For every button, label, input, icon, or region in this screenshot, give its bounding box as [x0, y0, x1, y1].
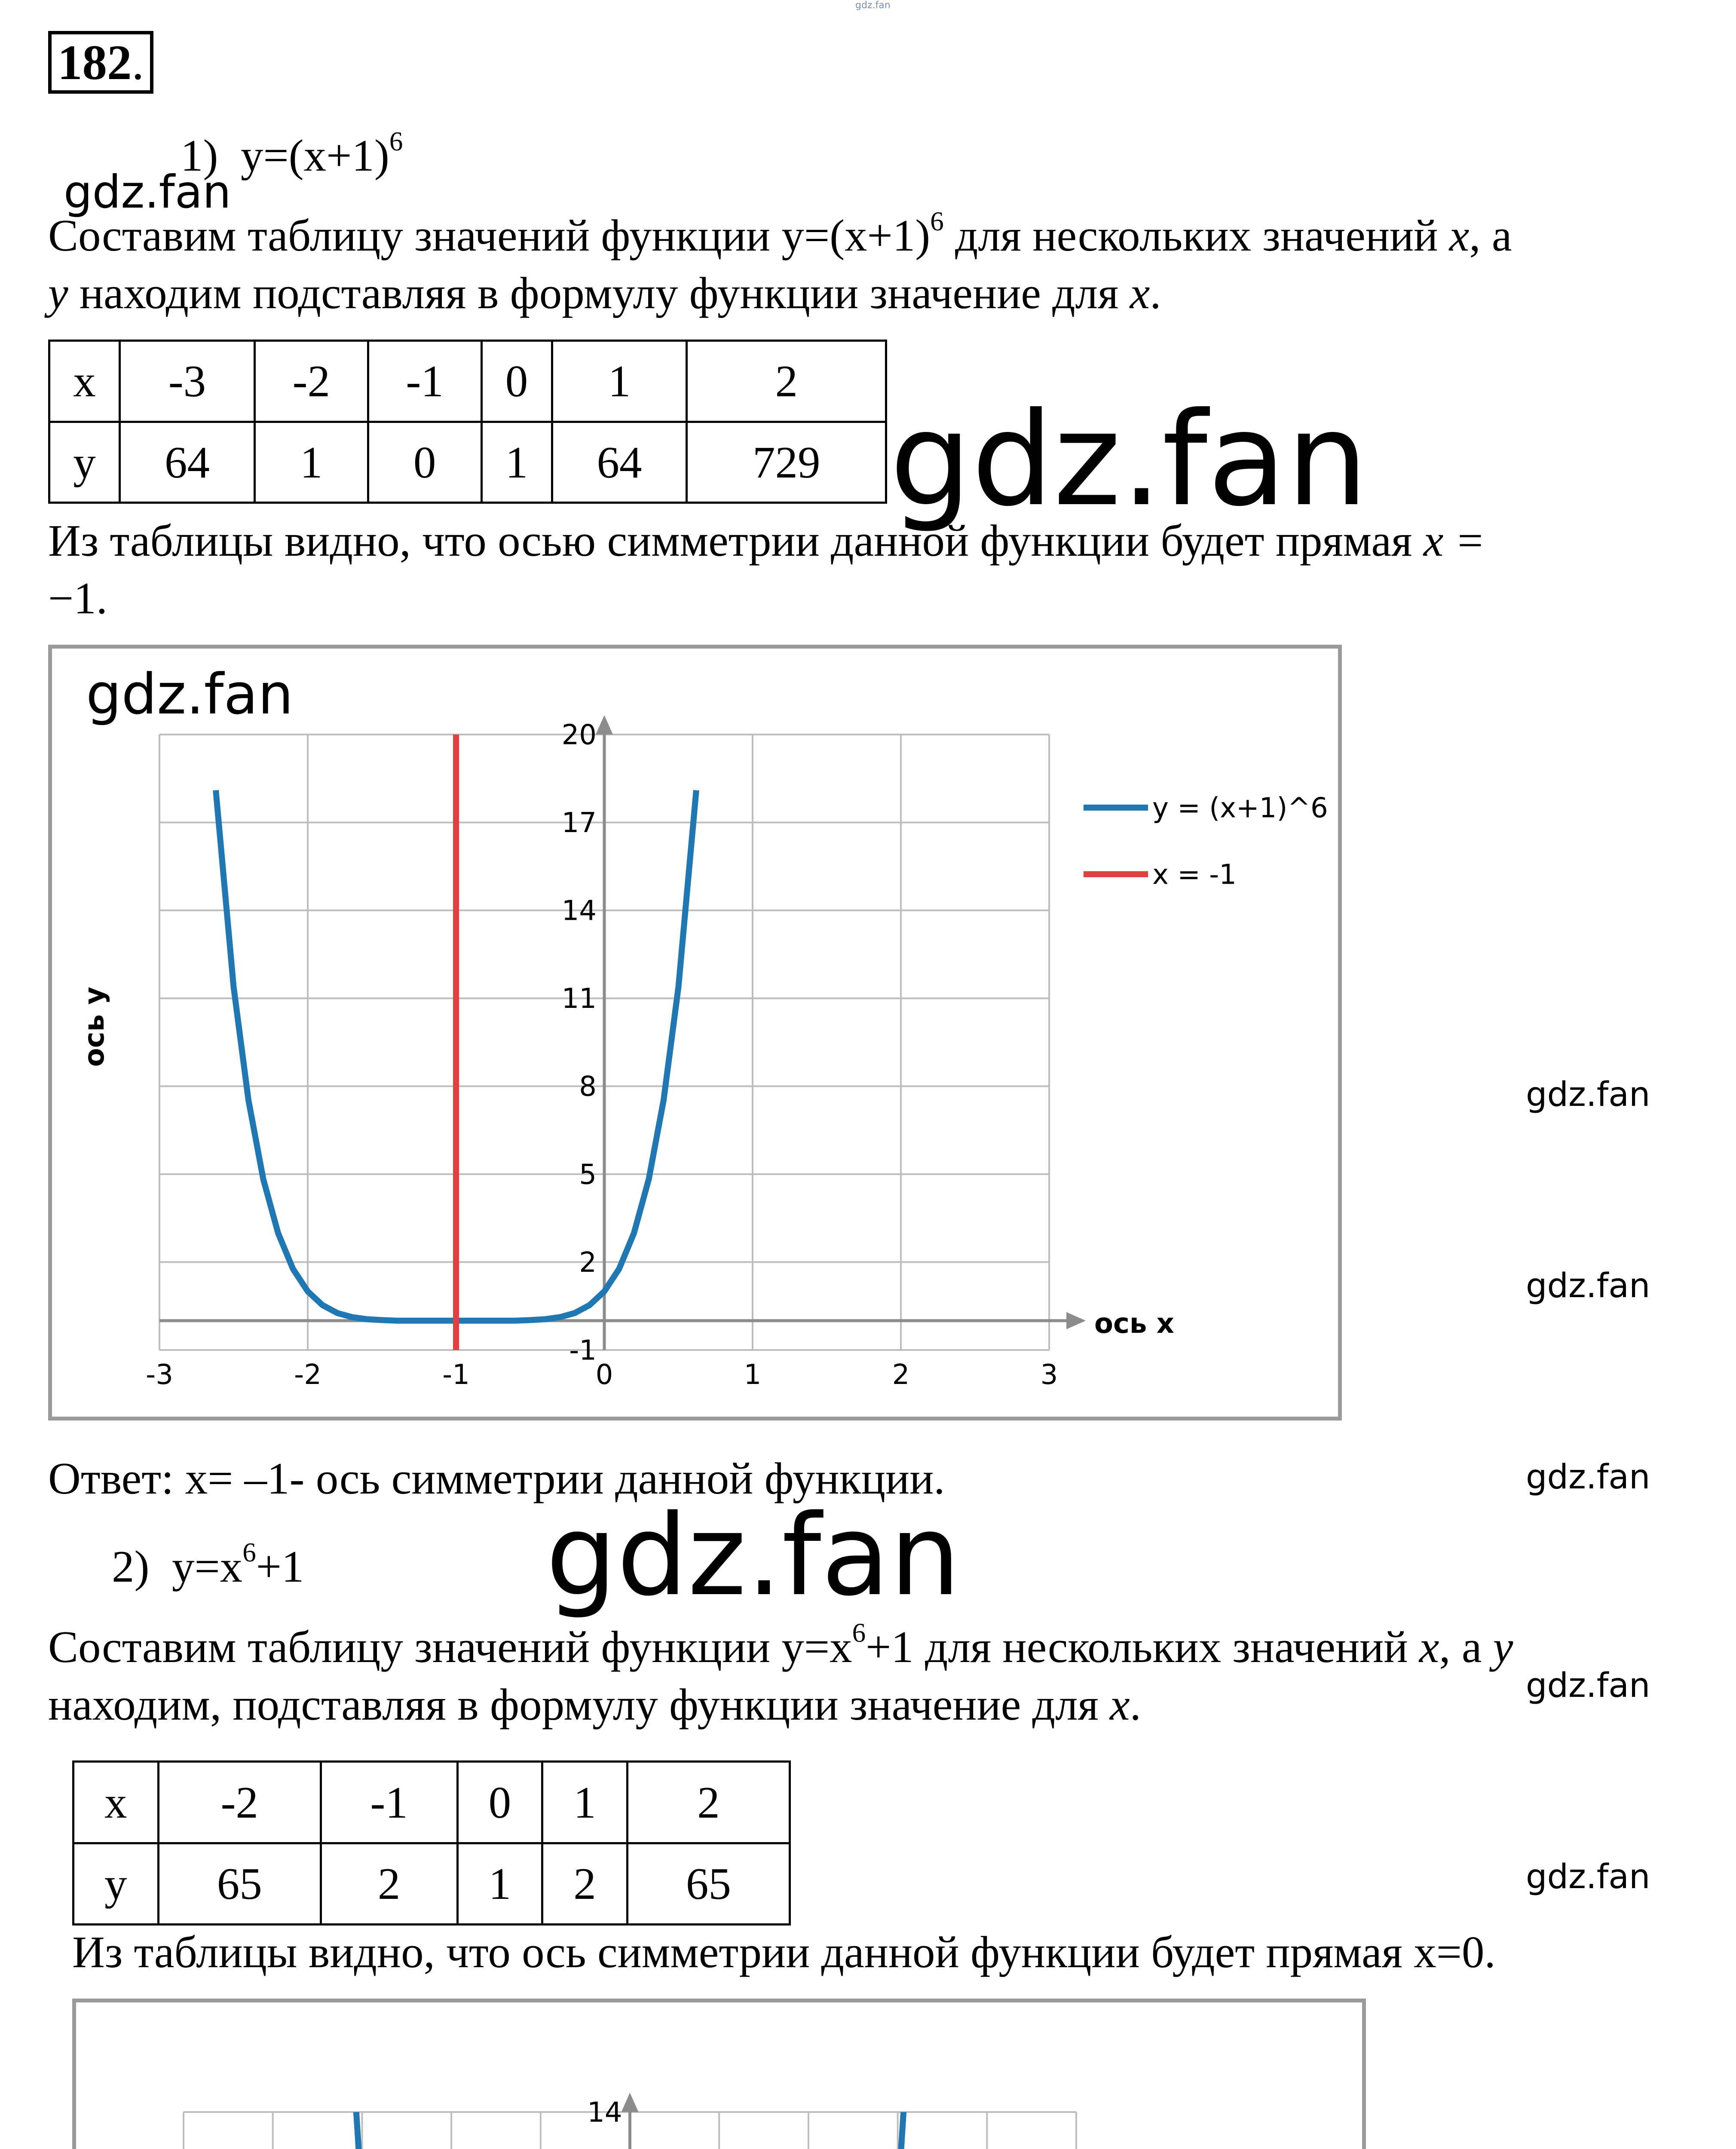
problem-number-dot: .	[132, 35, 144, 90]
x-tick-label: 3	[1040, 1359, 1058, 1391]
table-cell: -2	[158, 1762, 321, 1843]
part2-text-line2	[48, 1675, 1141, 1735]
part1-text-b: для нескольких значений	[943, 210, 1449, 260]
chart-1	[52, 649, 1338, 1417]
table-row	[73, 1843, 790, 1925]
x-axis-title: ось x	[1094, 1307, 1174, 1340]
part1-text-c: , а	[1469, 210, 1512, 260]
watermark: gdz.fan	[546, 1491, 961, 1621]
x-axis-arrow	[1066, 1312, 1086, 1329]
table-cell: x	[73, 1762, 159, 1843]
y-tick-label: 11	[561, 983, 597, 1015]
table-cell: 0	[481, 341, 552, 422]
part2-formula-exp: 6	[242, 1537, 256, 1567]
problem-number-value: 182	[58, 35, 132, 90]
part2-var-x: x	[1419, 1622, 1439, 1672]
table-cell: 65	[627, 1843, 790, 1925]
part1-formula-exp: 6	[389, 126, 403, 156]
table-row	[49, 422, 886, 503]
part1-answer: Ответ: x= –1- ось симметрии данной функции.	[48, 1453, 945, 1503]
y-axis-title: ось y	[79, 986, 110, 1067]
watermark: gdz.fan	[1526, 1858, 1650, 1896]
table-cell: 1	[542, 1762, 628, 1843]
table-cell: 65	[158, 1843, 321, 1925]
problem-number	[48, 31, 153, 94]
legend-label: x = -1	[1152, 859, 1237, 891]
table-cell: 729	[687, 422, 886, 503]
part2-text-c: , а	[1439, 1622, 1493, 1672]
part1-text-a-exp: 6	[930, 206, 944, 236]
part2-conclusion: Из таблицы видно, что ось симметрии данной функции будет прямая x=0.	[72, 1927, 1496, 1977]
watermark: gdz.fan	[86, 661, 294, 727]
y-tick-label: 14	[561, 895, 597, 927]
table-cell: -1	[368, 341, 481, 422]
table-cell: y	[73, 1843, 159, 1925]
table-cell: 0	[457, 1762, 542, 1843]
part2-heading	[112, 1537, 304, 1597]
part1-text-line2-body: находим подставляя в формулу функции значение для	[68, 268, 1130, 318]
table-cell: 1	[457, 1843, 542, 1925]
table-cell: 1	[552, 341, 687, 422]
table-row	[73, 1762, 790, 1843]
part1-values-table	[48, 340, 887, 504]
y-axis-arrow	[622, 2093, 639, 2112]
y-tick-label: -1	[569, 1335, 597, 1367]
part2-text-a-exp: 6	[852, 1617, 866, 1648]
y-tick-label: 5	[579, 1159, 597, 1191]
part2-text-a-tail: +1 для нескольких значений	[866, 1622, 1419, 1672]
part1-text-line1	[48, 205, 1512, 266]
part2-label: 2)	[112, 1541, 150, 1592]
table-cell: y	[49, 422, 120, 503]
watermark: gdz.fan	[1526, 1075, 1650, 1114]
y-tick-label: 14	[587, 2097, 622, 2129]
watermark: gdz.fan	[1526, 1666, 1650, 1705]
y-tick-label: 17	[561, 807, 597, 839]
table-cell: 64	[120, 422, 255, 503]
part2-text-line2-body: находим, подставляя в формулу функции значение для	[48, 1679, 1110, 1730]
part1-text-a: Составим таблицу значений функции y=(x+1)	[48, 210, 931, 260]
x-tick-label: -2	[294, 1359, 321, 1391]
table-cell: 2	[321, 1843, 457, 1925]
table-cell: x	[49, 341, 120, 422]
legend-label: y = (x+1)^6	[1152, 792, 1328, 824]
chart-2-frame	[72, 1999, 1366, 2149]
table-row	[49, 341, 886, 422]
part2-var-y: y	[1493, 1622, 1513, 1672]
x-tick-label: -1	[442, 1359, 470, 1391]
part1-text-line2	[48, 263, 1161, 323]
table-cell: 2	[687, 341, 886, 422]
table-cell: 2	[542, 1843, 628, 1925]
table-cell: 64	[552, 422, 687, 503]
chart-2	[76, 2002, 1362, 2149]
part1-var-y: y	[48, 268, 68, 318]
part1-var-x2: x	[1130, 268, 1150, 318]
table-cell: 1	[481, 422, 552, 503]
part1-label: 1)	[181, 130, 218, 181]
part1-conclusion-line2: −1.	[48, 573, 107, 623]
watermark: gdz.fan	[64, 166, 231, 218]
part2-text-a: Составим таблицу значений функции y=x	[48, 1622, 852, 1672]
x-tick-label: -3	[146, 1359, 173, 1391]
part1-conclusion-var: x =	[1423, 515, 1485, 566]
header-watermark: gdz.fan	[855, 0, 891, 11]
part2-var-x2: x	[1110, 1679, 1130, 1730]
table-cell: -3	[120, 341, 255, 422]
part2-values-table	[72, 1760, 791, 1926]
table-cell: 2	[627, 1762, 790, 1843]
chart-1-frame	[48, 645, 1342, 1420]
table-cell: -1	[321, 1762, 457, 1843]
part2-text-line2-end: .	[1130, 1679, 1141, 1730]
table-cell: 1	[254, 422, 368, 503]
watermark: gdz.fan	[1526, 1267, 1650, 1305]
table-cell: -2	[254, 341, 368, 422]
y-tick-label: 2	[579, 1246, 597, 1279]
part1-formula: y=(x+1)	[240, 130, 389, 181]
watermark: gdz.fan	[1526, 1458, 1650, 1497]
part1-text-line2-end: .	[1150, 268, 1161, 318]
y-axis-arrow	[596, 715, 613, 735]
y-tick-label: 20	[561, 719, 597, 751]
y-tick-label: 8	[579, 1071, 597, 1103]
x-tick-label: 0	[595, 1359, 613, 1391]
table-cell: 0	[368, 422, 481, 503]
part1-conclusion-text: Из таблицы видно, что осью симметрии данной функции будет прямая	[48, 515, 1424, 566]
part2-formula: y=x	[171, 1541, 243, 1592]
part1-var-x: x	[1449, 210, 1470, 260]
x-tick-label: 2	[892, 1359, 910, 1391]
part2-formula-tail: +1	[256, 1541, 304, 1592]
watermark: gdz.fan	[890, 385, 1369, 535]
x-tick-label: 1	[744, 1359, 762, 1391]
part2-text-line1	[48, 1617, 1513, 1677]
